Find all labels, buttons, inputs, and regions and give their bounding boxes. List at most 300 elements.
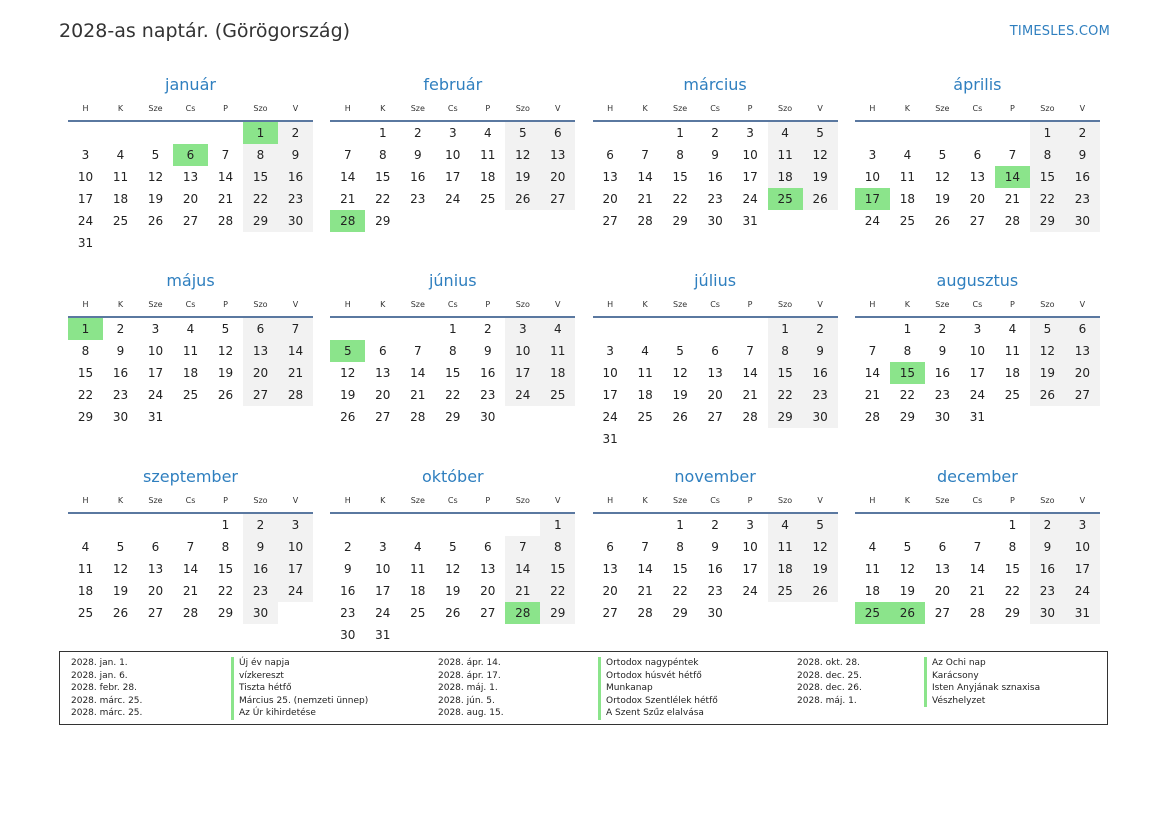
legend-column bbox=[797, 657, 1041, 707]
month-calendar bbox=[68, 268, 313, 464]
day-cell: 10 bbox=[505, 340, 540, 362]
weekday-header bbox=[593, 294, 838, 318]
empty-cell bbox=[278, 406, 313, 428]
day-cell: 9 bbox=[278, 144, 313, 166]
day-cell: 4 bbox=[540, 318, 575, 340]
day-cell: 23 bbox=[1065, 188, 1100, 210]
weekday-label: K bbox=[380, 104, 386, 113]
day-cell: 5 bbox=[505, 122, 540, 144]
empty-cell bbox=[470, 210, 505, 232]
weekday-label: P bbox=[485, 496, 491, 505]
day-cell: 1 bbox=[1030, 122, 1065, 144]
empty-cell bbox=[890, 122, 925, 144]
day-cell: 11 bbox=[77, 562, 94, 576]
day-cell: 13 bbox=[375, 366, 391, 380]
legend-holiday-name: Tiszta hétfő bbox=[231, 682, 291, 695]
empty-cell bbox=[243, 406, 278, 428]
empty-cell bbox=[628, 122, 663, 144]
legend-holiday-name: A Szent Szűz elalvása bbox=[598, 707, 704, 720]
day-cell: 29 bbox=[672, 214, 688, 228]
day-cell: 26 bbox=[1030, 384, 1065, 406]
day-cell: 21 bbox=[410, 388, 426, 402]
day-cell: 10 bbox=[375, 562, 391, 576]
day-cell: 3 bbox=[278, 514, 313, 536]
empty-cell bbox=[173, 514, 208, 536]
day-cell: 14 bbox=[217, 170, 234, 184]
day-cell: 29 bbox=[375, 214, 391, 228]
weekday-label: K bbox=[642, 300, 648, 309]
day-cell: 2 bbox=[343, 540, 352, 554]
day-cell: 1 bbox=[676, 126, 684, 140]
legend-holiday-name: Ortodox nagypéntek bbox=[598, 657, 698, 670]
weekday-label: H bbox=[869, 496, 876, 505]
empty-cell bbox=[505, 624, 540, 646]
weekday-label: K bbox=[380, 300, 386, 309]
weekday-label: Sze bbox=[672, 104, 688, 113]
empty-cell bbox=[435, 624, 470, 646]
holiday-legend bbox=[59, 651, 1108, 725]
day-cell: 20 bbox=[182, 192, 199, 206]
empty-cell bbox=[470, 514, 505, 536]
day-cell: 11 bbox=[768, 536, 803, 558]
legend-date: 2028. dec. 26. bbox=[797, 683, 862, 694]
day-cell: 24 bbox=[969, 388, 986, 402]
weekday-label: Szo bbox=[515, 496, 530, 505]
legend-item bbox=[797, 670, 979, 683]
day-cell: 24 bbox=[147, 388, 164, 402]
day-grid bbox=[330, 122, 575, 232]
empty-cell bbox=[103, 232, 138, 254]
legend-item bbox=[71, 657, 290, 670]
day-cell: 26 bbox=[934, 214, 951, 228]
day-cell: 15 bbox=[445, 366, 461, 380]
day-cell: 19 bbox=[1030, 362, 1065, 384]
day-cell: 29 bbox=[77, 410, 94, 424]
day-cell: 21 bbox=[1004, 192, 1021, 206]
day-cell: 25 bbox=[410, 606, 426, 620]
day-cell: 6 bbox=[1065, 318, 1100, 340]
day-cell: 21 bbox=[182, 584, 199, 598]
day-cell: 19 bbox=[112, 584, 129, 598]
day-cell: 7 bbox=[413, 344, 422, 358]
day-cell: 12 bbox=[217, 344, 234, 358]
day-cell: 5 bbox=[1030, 318, 1065, 340]
month-calendar bbox=[330, 72, 575, 268]
legend-holiday-name: Az Ochi nap bbox=[924, 657, 986, 670]
legend-holiday-name: Vészhelyzet bbox=[924, 695, 985, 708]
weekday-header bbox=[855, 294, 1100, 318]
day-cell: 19 bbox=[899, 584, 916, 598]
empty-cell bbox=[208, 122, 243, 144]
day-cell: 25 bbox=[182, 388, 199, 402]
day-cell: 24 bbox=[742, 192, 758, 206]
weekday-label: K bbox=[904, 104, 911, 113]
empty-cell bbox=[855, 122, 890, 144]
empty-cell bbox=[925, 122, 960, 144]
month-calendar bbox=[855, 464, 1100, 660]
day-cell: 28 bbox=[217, 214, 234, 228]
day-cell: 17 bbox=[147, 366, 164, 380]
day-cell: 19 bbox=[445, 584, 461, 598]
day-cell: 2 bbox=[483, 322, 492, 336]
day-cell: 27 bbox=[375, 410, 391, 424]
day-cell: 2 bbox=[938, 322, 947, 336]
weekday-label: Szo bbox=[778, 496, 793, 505]
day-cell: 19 bbox=[147, 192, 164, 206]
day-cell: 16 bbox=[1030, 558, 1065, 580]
legend-holiday-name: Március 25. (nemzeti ünnep) bbox=[231, 695, 368, 708]
empty-cell bbox=[173, 122, 208, 144]
day-cell: 17 bbox=[77, 192, 94, 206]
day-cell: 22 bbox=[672, 584, 688, 598]
empty-cell bbox=[995, 122, 1030, 144]
weekday-label: V bbox=[817, 104, 823, 113]
day-cell: 31 bbox=[1065, 602, 1100, 624]
day-cell: 16 bbox=[243, 558, 278, 580]
empty-cell bbox=[243, 232, 278, 254]
weekday-label: Sze bbox=[410, 300, 425, 309]
day-cell: 12 bbox=[934, 170, 951, 184]
day-cell: 18 bbox=[480, 170, 496, 184]
empty-cell bbox=[960, 514, 995, 536]
month-name: július bbox=[694, 271, 737, 290]
weekday-label: Cs bbox=[185, 496, 196, 505]
day-cell: 5 bbox=[221, 322, 230, 336]
day-cell: 13 bbox=[540, 144, 575, 166]
weekday-label: Cs bbox=[710, 104, 720, 113]
day-cell: 8 bbox=[221, 540, 230, 554]
day-cell: 1 bbox=[903, 322, 912, 336]
weekday-label: Szo bbox=[778, 300, 793, 309]
weekday-label: Szo bbox=[253, 300, 268, 309]
day-cell: 8 bbox=[1008, 540, 1017, 554]
empty-cell bbox=[733, 602, 768, 624]
month-name: augusztus bbox=[936, 271, 1019, 290]
day-cell: 23 bbox=[112, 388, 129, 402]
day-cell: 3 bbox=[505, 318, 540, 340]
day-cell: 2 bbox=[1030, 514, 1065, 536]
day-cell: 9 bbox=[413, 148, 422, 162]
day-cell: 13 bbox=[1065, 340, 1100, 362]
day-cell: 12 bbox=[672, 366, 688, 380]
day-cell: 16 bbox=[480, 366, 496, 380]
day-cell: 8 bbox=[448, 344, 457, 358]
legend-date: 2028. jún. 5. bbox=[438, 695, 495, 706]
weekday-label: Cs bbox=[972, 300, 983, 309]
month-name: február bbox=[423, 75, 483, 94]
empty-cell bbox=[733, 428, 768, 450]
day-cell: 27 bbox=[934, 606, 951, 620]
day-cell: 18 bbox=[112, 192, 129, 206]
weekday-label: V bbox=[555, 496, 561, 505]
day-cell: 9 bbox=[1065, 144, 1100, 166]
day-cell: 25 bbox=[855, 602, 890, 624]
day-cell: 15 bbox=[1004, 562, 1021, 576]
day-cell: 9 bbox=[711, 540, 719, 554]
day-grid bbox=[593, 514, 838, 624]
month-name: április bbox=[953, 75, 1002, 94]
day-cell: 30 bbox=[707, 214, 723, 228]
empty-cell bbox=[540, 624, 575, 646]
day-cell: 20 bbox=[1065, 362, 1100, 384]
day-cell: 10 bbox=[742, 540, 758, 554]
day-cell: 12 bbox=[1030, 340, 1065, 362]
empty-cell bbox=[330, 318, 365, 340]
day-cell: 22 bbox=[375, 192, 391, 206]
day-cell: 23 bbox=[934, 388, 951, 402]
empty-cell bbox=[593, 122, 628, 144]
weekday-label: V bbox=[817, 496, 823, 505]
day-cell: 10 bbox=[969, 344, 986, 358]
day-cell: 27 bbox=[602, 606, 618, 620]
empty-cell bbox=[400, 318, 435, 340]
day-cell: 8 bbox=[768, 340, 803, 362]
day-cell: 22 bbox=[768, 384, 803, 406]
day-cell: 16 bbox=[1065, 166, 1100, 188]
day-cell: 7 bbox=[641, 540, 649, 554]
weekday-label: Szo bbox=[1040, 104, 1055, 113]
weekday-label: Szo bbox=[515, 300, 530, 309]
day-cell: 22 bbox=[445, 388, 461, 402]
weekday-label: Sze bbox=[935, 496, 950, 505]
day-cell: 20 bbox=[540, 166, 575, 188]
legend-holiday-name: Új év napja bbox=[231, 657, 290, 670]
day-cell: 10 bbox=[278, 536, 313, 558]
day-cell: 15 bbox=[768, 362, 803, 384]
day-cell: 22 bbox=[672, 192, 688, 206]
weekday-label: Cs bbox=[972, 496, 983, 505]
day-cell: 27 bbox=[540, 188, 575, 210]
empty-cell bbox=[138, 232, 173, 254]
day-cell: 17 bbox=[445, 170, 461, 184]
weekday-label: H bbox=[344, 496, 351, 505]
weekday-label: Cs bbox=[447, 104, 458, 113]
weekday-label: H bbox=[869, 104, 876, 113]
weekday-label: P bbox=[747, 496, 753, 505]
day-cell: 11 bbox=[637, 366, 653, 380]
day-cell: 15 bbox=[375, 170, 391, 184]
day-grid bbox=[330, 514, 575, 646]
day-cell: 29 bbox=[445, 410, 461, 424]
day-cell: 18 bbox=[768, 166, 803, 188]
legend-holiday-name: Karácsony bbox=[924, 670, 979, 683]
day-cell: 11 bbox=[182, 344, 199, 358]
day-cell: 23 bbox=[243, 580, 278, 602]
weekday-label: P bbox=[1009, 300, 1015, 309]
day-cell: 3 bbox=[868, 148, 877, 162]
day-cell: 24 bbox=[445, 192, 461, 206]
empty-cell bbox=[400, 210, 435, 232]
day-cell: 3 bbox=[448, 126, 457, 140]
day-cell: 19 bbox=[672, 388, 688, 402]
legend-item bbox=[71, 695, 369, 708]
legend-date: 2028. febr. 28. bbox=[71, 683, 137, 694]
day-cell: 13 bbox=[147, 562, 164, 576]
day-cell: 11 bbox=[1004, 344, 1021, 358]
weekday-label: P bbox=[1009, 496, 1015, 505]
day-cell: 12 bbox=[340, 366, 356, 380]
day-cell: 4 bbox=[903, 148, 912, 162]
day-cell: 2 bbox=[803, 318, 838, 340]
day-cell: 19 bbox=[934, 192, 951, 206]
legend-holiday-name: Ortodox Szentlélek hétfő bbox=[598, 695, 718, 708]
day-cell: 17 bbox=[375, 584, 391, 598]
month-calendar bbox=[330, 268, 575, 464]
day-cell: 7 bbox=[278, 318, 313, 340]
day-cell: 4 bbox=[768, 514, 803, 536]
legend-date: 2028. dec. 25. bbox=[797, 670, 862, 681]
empty-cell bbox=[208, 232, 243, 254]
legend-date: 2028. máj. 1. bbox=[797, 695, 857, 706]
weekday-label: P bbox=[747, 300, 753, 309]
day-cell: 16 bbox=[340, 584, 356, 598]
day-cell: 6 bbox=[606, 148, 614, 162]
day-cell: 24 bbox=[742, 584, 758, 598]
day-cell: 10 bbox=[445, 148, 461, 162]
day-cell: 13 bbox=[707, 366, 723, 380]
weekday-label: Szo bbox=[1040, 300, 1055, 309]
day-cell: 1 bbox=[221, 518, 230, 532]
weekday-label: H bbox=[607, 104, 614, 113]
weekday-label: K bbox=[117, 104, 124, 113]
day-cell: 12 bbox=[112, 562, 129, 576]
month-name: október bbox=[421, 467, 484, 486]
day-cell: 2 bbox=[711, 126, 719, 140]
day-cell: 13 bbox=[602, 562, 618, 576]
day-cell: 1 bbox=[68, 318, 103, 340]
month-name: május bbox=[166, 271, 215, 290]
day-cell: 29 bbox=[1004, 606, 1021, 620]
site-link[interactable]: TIMESLES.COM bbox=[1009, 24, 1110, 39]
empty-cell bbox=[733, 318, 768, 340]
day-cell: 11 bbox=[480, 148, 496, 162]
day-cell: 25 bbox=[768, 580, 803, 602]
day-cell: 23 bbox=[278, 188, 313, 210]
day-cell: 28 bbox=[410, 410, 426, 424]
day-cell: 28 bbox=[864, 410, 881, 424]
day-grid bbox=[68, 514, 313, 624]
day-cell: 31 bbox=[375, 628, 391, 642]
empty-cell bbox=[540, 406, 575, 428]
day-cell: 8 bbox=[903, 344, 912, 358]
day-cell: 18 bbox=[899, 192, 916, 206]
day-cell: 8 bbox=[81, 344, 90, 358]
legend-holiday-name: Isten Anyjának sznaxisa bbox=[924, 682, 1040, 695]
empty-cell bbox=[173, 232, 208, 254]
empty-cell bbox=[925, 514, 960, 536]
day-cell: 27 bbox=[969, 214, 986, 228]
day-cell: 21 bbox=[969, 584, 986, 598]
day-cell: 27 bbox=[602, 214, 618, 228]
day-cell: 23 bbox=[480, 388, 496, 402]
legend-item bbox=[438, 695, 718, 708]
empty-cell bbox=[365, 514, 400, 536]
weekday-label: H bbox=[607, 496, 614, 505]
weekday-label: P bbox=[223, 496, 228, 505]
day-cell: 15 bbox=[890, 362, 925, 384]
weekday-label: Sze bbox=[148, 496, 163, 505]
legend-item bbox=[71, 707, 316, 720]
weekday-label: V bbox=[292, 104, 299, 113]
day-cell: 16 bbox=[707, 562, 723, 576]
day-cell: 9 bbox=[483, 344, 492, 358]
empty-cell bbox=[400, 514, 435, 536]
legend-item bbox=[438, 707, 704, 720]
day-cell: 20 bbox=[480, 584, 496, 598]
month-calendar bbox=[855, 268, 1100, 464]
legend-date: 2028. aug. 15. bbox=[438, 708, 504, 719]
day-cell: 15 bbox=[672, 562, 688, 576]
month-calendar bbox=[68, 72, 313, 268]
day-cell: 16 bbox=[707, 170, 723, 184]
weekday-header bbox=[68, 98, 313, 122]
day-cell: 30 bbox=[803, 406, 838, 428]
day-cell: 4 bbox=[116, 148, 125, 162]
day-cell: 23 bbox=[340, 606, 356, 620]
day-cell: 27 bbox=[1065, 384, 1100, 406]
empty-cell bbox=[803, 602, 838, 624]
legend-date: 2028. márc. 25. bbox=[71, 695, 143, 706]
day-grid bbox=[68, 318, 313, 428]
day-cell: 7 bbox=[505, 536, 540, 558]
day-cell: 22 bbox=[899, 388, 916, 402]
day-cell: 16 bbox=[112, 366, 129, 380]
month-calendar bbox=[593, 268, 838, 464]
day-cell: 23 bbox=[1030, 580, 1065, 602]
empty-cell bbox=[663, 428, 698, 450]
page-title: 2028-as naptár. (Görögország) bbox=[59, 20, 351, 42]
legend-item bbox=[797, 682, 1041, 695]
day-cell: 14 bbox=[505, 558, 540, 580]
day-cell: 17 bbox=[855, 188, 890, 210]
day-cell: 9 bbox=[343, 562, 352, 576]
weekday-label: Sze bbox=[935, 300, 950, 309]
empty-cell bbox=[628, 514, 663, 536]
day-cell: 9 bbox=[711, 148, 719, 162]
day-cell: 8 bbox=[676, 148, 684, 162]
day-cell: 29 bbox=[1030, 210, 1065, 232]
empty-cell bbox=[400, 624, 435, 646]
day-cell: 15 bbox=[217, 562, 234, 576]
day-cell: 3 bbox=[378, 540, 387, 554]
day-cell: 13 bbox=[602, 170, 618, 184]
legend-item bbox=[438, 682, 653, 695]
day-grid bbox=[593, 318, 838, 450]
day-cell: 10 bbox=[1065, 536, 1100, 558]
day-cell: 26 bbox=[803, 188, 838, 210]
day-cell: 17 bbox=[742, 562, 758, 576]
day-cell: 14 bbox=[637, 170, 653, 184]
day-cell: 3 bbox=[746, 518, 754, 532]
empty-cell bbox=[855, 318, 890, 340]
empty-cell bbox=[278, 602, 313, 624]
day-cell: 14 bbox=[410, 366, 426, 380]
legend-date: 2028. ápr. 14. bbox=[438, 658, 501, 668]
day-cell: 9 bbox=[116, 344, 125, 358]
empty-cell bbox=[138, 122, 173, 144]
weekday-label: Sze bbox=[410, 496, 425, 505]
day-cell: 25 bbox=[112, 214, 129, 228]
weekday-label: V bbox=[292, 496, 299, 505]
day-cell: 24 bbox=[77, 214, 94, 228]
empty-cell bbox=[278, 232, 313, 254]
day-cell: 8 bbox=[1030, 144, 1065, 166]
day-cell: 25 bbox=[768, 188, 803, 210]
day-cell: 14 bbox=[340, 170, 356, 184]
day-cell: 6 bbox=[938, 540, 947, 554]
day-cell: 28 bbox=[330, 210, 365, 232]
day-cell: 30 bbox=[340, 628, 356, 642]
